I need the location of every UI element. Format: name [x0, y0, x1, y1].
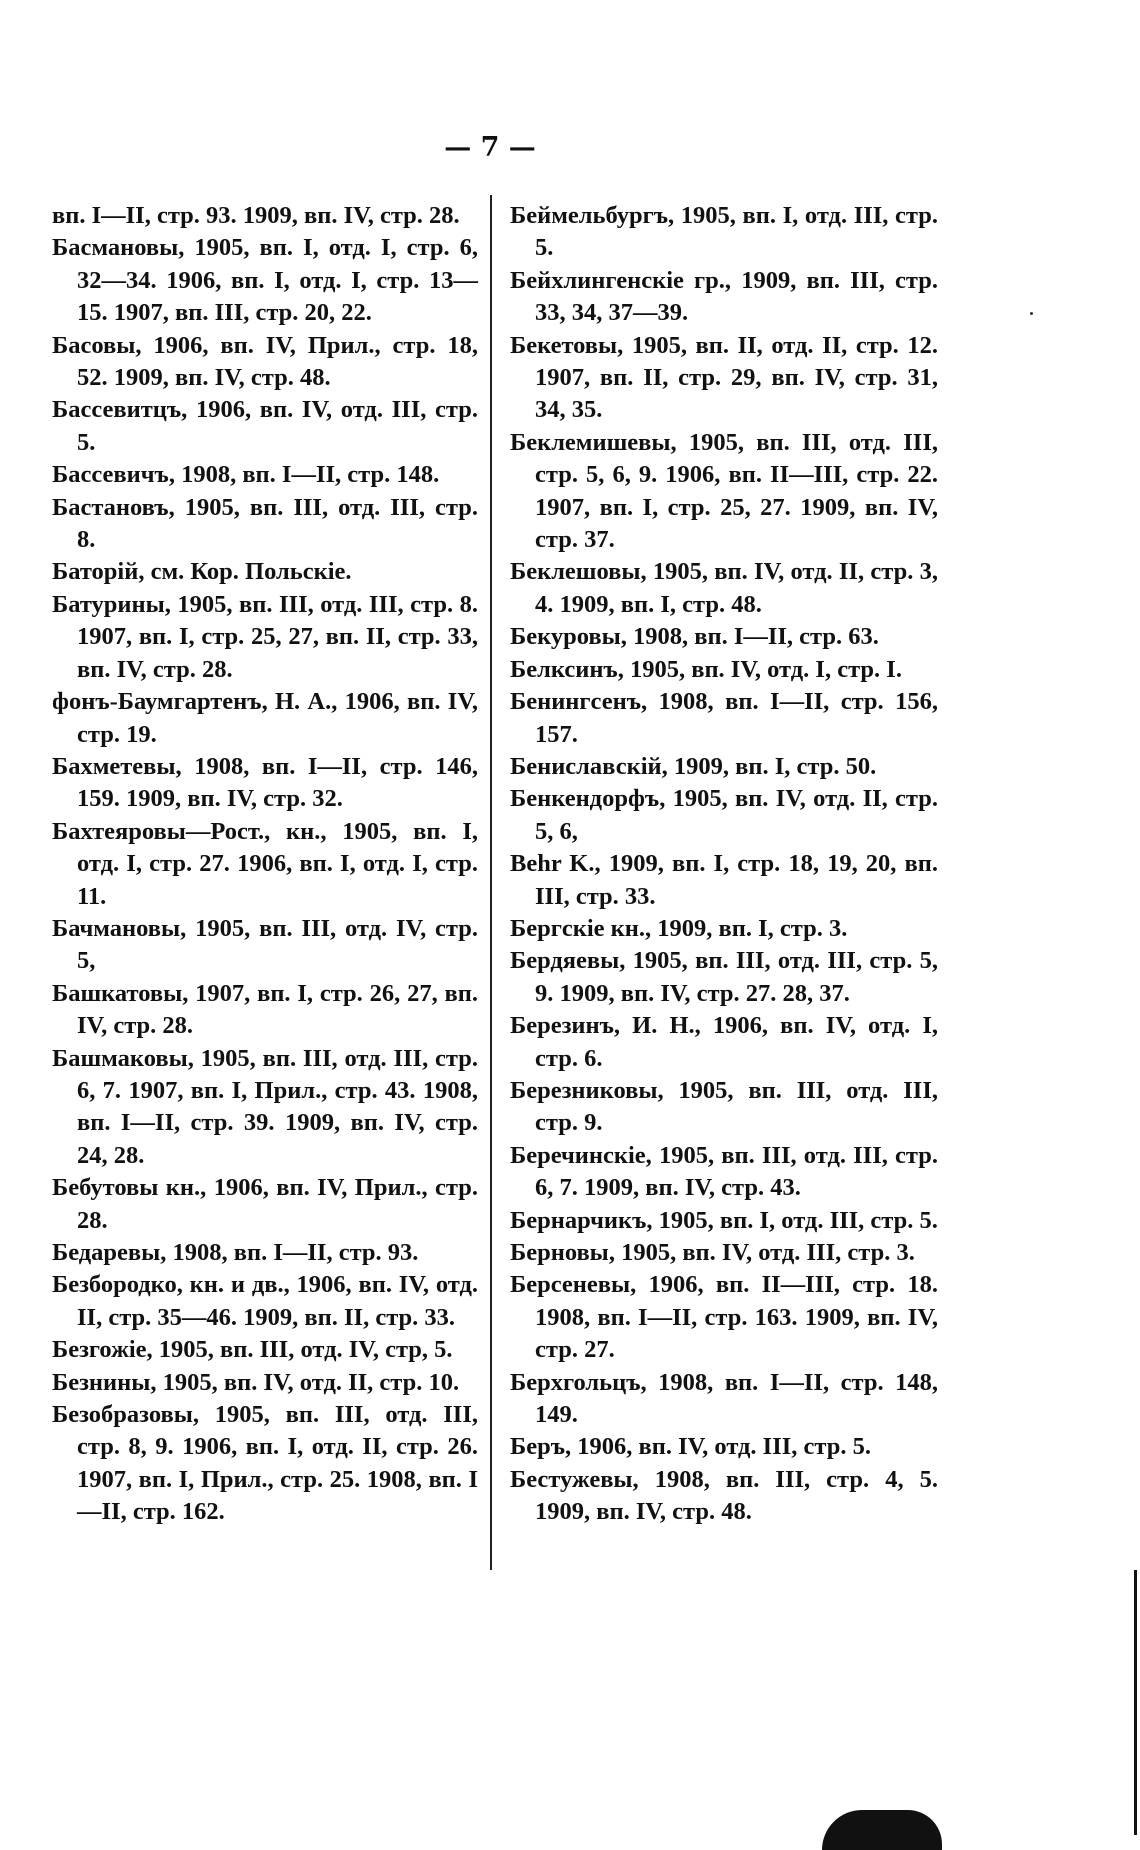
index-entry: Бастановъ, 1905, вп. III, отд. III, стр. 8.: [52, 493, 478, 554]
index-entry: Беймельбургъ, 1905, вп. I, отд. III, стр. 5.: [510, 202, 938, 262]
index-entry: вп. I—II, стр. 93. 1909, вп. IV, стр. 28.: [52, 202, 460, 229]
index-entry: Бенингсенъ, 1908, вп. I—II, стр. 156, 157.: [510, 688, 938, 748]
index-entry: Бейхлингенскіе гр., 1909, вп. III, стр. 33, 34, 37—39.: [510, 266, 938, 327]
index-entry: Бердяевы, 1905, вп. III, отд. III, стр. 5, 9. 1909, вп. IV, стр. 27. 28, 37.: [510, 947, 938, 1007]
index-entry: Бассевичъ, 1908, вп. I—II, стр. 148.: [52, 461, 440, 489]
index-entry: Бебутовы кн., 1906, вп. IV, Прил., стр. 28.: [52, 1174, 478, 1234]
index-entry: Безобразовы, 1905, вп. III, отд. III, стр. 8, 9. 1906, вп. I, отд. II, стр. 26. 1907, вп. I, Прил., стр. 25. 1908, вп. I—II, стр. 162.: [52, 1401, 478, 1526]
index-entry: Бассевитцъ, 1906, вп. IV, отд. III, стр. 5.: [52, 396, 478, 456]
index-entry: Бестужевы, 1908, вп. III, стр. 4, 5. 1909, вп. IV, стр. 48.: [510, 1465, 938, 1526]
left-column: [52, 200, 478, 1529]
index-entry: Белксинъ, 1905, вп. IV, отд. I, стр. I.: [510, 655, 902, 683]
index-entry: Берновы, 1905, вп. IV, отд. III, стр. 3.: [510, 1239, 915, 1266]
index-entry: Баторій, см. Кор. Польскіе.: [52, 558, 352, 586]
index-entry: Бачмановы, 1905, вп. III, отд. IV, стр. 5,: [52, 914, 478, 975]
index-entry: Behr K., 1909, вп. I, стр. 18, 19, 20, вп. III, стр. 33.: [510, 850, 938, 910]
scan-speck: [1030, 312, 1033, 315]
index-entry: Беречинскіе, 1905, вп. III, отд. III, стр. 6, 7. 1909, вп. IV, стр. 43.: [510, 1141, 938, 1202]
index-entry: Батурины, 1905, вп. III, отд. III, стр. 8. 1907, вп. I, стр. 25, 27, вп. II, стр. 33, вп. IV, стр. 28.: [52, 590, 478, 683]
index-entry: Бахметевы, 1908, вп. I—II, стр. 146, 159. 1909, вп. IV, стр. 32.: [52, 752, 478, 813]
page-number: — 7 —: [444, 132, 536, 163]
index-entry: Бенкендорфъ, 1905, вп. IV, отд. II, стр. 5, 6,: [510, 785, 938, 845]
index-entry: Басмановы, 1905, вп. I, отд. I, стр. 6, 32—34. 1906, вп. I, отд. I, стр. 13—15. 1907, вп. III, стр. 20, 22.: [52, 234, 478, 327]
index-entry: Беръ, 1906, вп. IV, отд. III, стр. 5.: [510, 1433, 871, 1461]
index-entry: Безгожіе, 1905, вп. III, отд. IV, стр, 5.: [52, 1336, 453, 1364]
index-entry: Бахтеяровы—Рост., кн., 1905, вп. I, отд. I, стр. 27. 1906, вп. I, отд. I, стр. 11.: [52, 817, 478, 910]
index-entry: Бернарчикъ, 1905, вп. I, отд. III, стр. 5.: [510, 1206, 938, 1234]
index-entry: Беклешовы, 1905, вп. IV, отд. II, стр. 3, 4. 1909, вп. I, стр. 48.: [510, 558, 938, 618]
scan-edge-line: [1134, 1570, 1137, 1835]
index-entry: Бедаревы, 1908, вп. I—II, стр. 93.: [52, 1239, 419, 1266]
right-column: [510, 200, 938, 1529]
column-divider: [490, 195, 492, 1570]
index-entry: Бергскіе кн., 1909, вп. I, стр. 3.: [510, 914, 848, 942]
index-entry: Бекетовы, 1905, вп. II, отд. II, стр. 12. 1907, вп. II, стр. 29, вп. IV, стр. 31, 34, 35.: [510, 331, 938, 424]
index-entry: Безбородко, кн. и дв., 1906, вп. IV, отд. II, стр. 35—46. 1909, вп. II, стр. 33.: [52, 1271, 478, 1331]
index-entry: Басовы, 1906, вп. IV, Прил., стр. 18, 52. 1909, вп. IV, стр. 48.: [52, 331, 478, 392]
index-entry: Беклемишевы, 1905, вп. III, отд. III, стр. 5, 6, 9. 1906, вп. II—III, стр. 22. 1907, вп. I, стр. 25, 27. 1909, вп. IV, стр. 37.: [510, 428, 938, 554]
index-entry: Бекуровы, 1908, вп. I—II, стр. 63.: [510, 623, 879, 651]
index-entry: Башмаковы, 1905, вп. III, отд. III, стр. 6, 7. 1907, вп. I, Прил., стр. 43. 1908, вп. I—II, стр. 39. 1909, вп. IV, стр. 24, 28.: [52, 1044, 478, 1169]
index-entry: Берхгольцъ, 1908, вп. I—II, стр. 148, 149.: [510, 1368, 938, 1429]
index-entry: Березинъ, И. Н., 1906, вп. IV, отд. I, стр. 6.: [510, 1012, 938, 1072]
index-entry: Безнины, 1905, вп. IV, отд. II, стр. 10.: [52, 1368, 460, 1396]
index-entry: Башкатовы, 1907, вп. I, стр. 26, 27, вп. IV, стр. 28.: [52, 979, 478, 1040]
index-entry: Бениславскій, 1909, вп. I, стр. 50.: [510, 752, 877, 780]
index-entry: Березниковы, 1905, вп. III, отд. III, стр. 9.: [510, 1076, 938, 1137]
index-entry: Берсеневы, 1906, вп. II—III, стр. 18. 1908, вп. I—II, стр. 163. 1909, вп. IV, стр. 27.: [510, 1271, 938, 1364]
index-entry: фонъ-Баумгартенъ, Н. А., 1906, вп. IV, стр. 19.: [52, 688, 478, 748]
scan-smudge: [822, 1810, 942, 1850]
